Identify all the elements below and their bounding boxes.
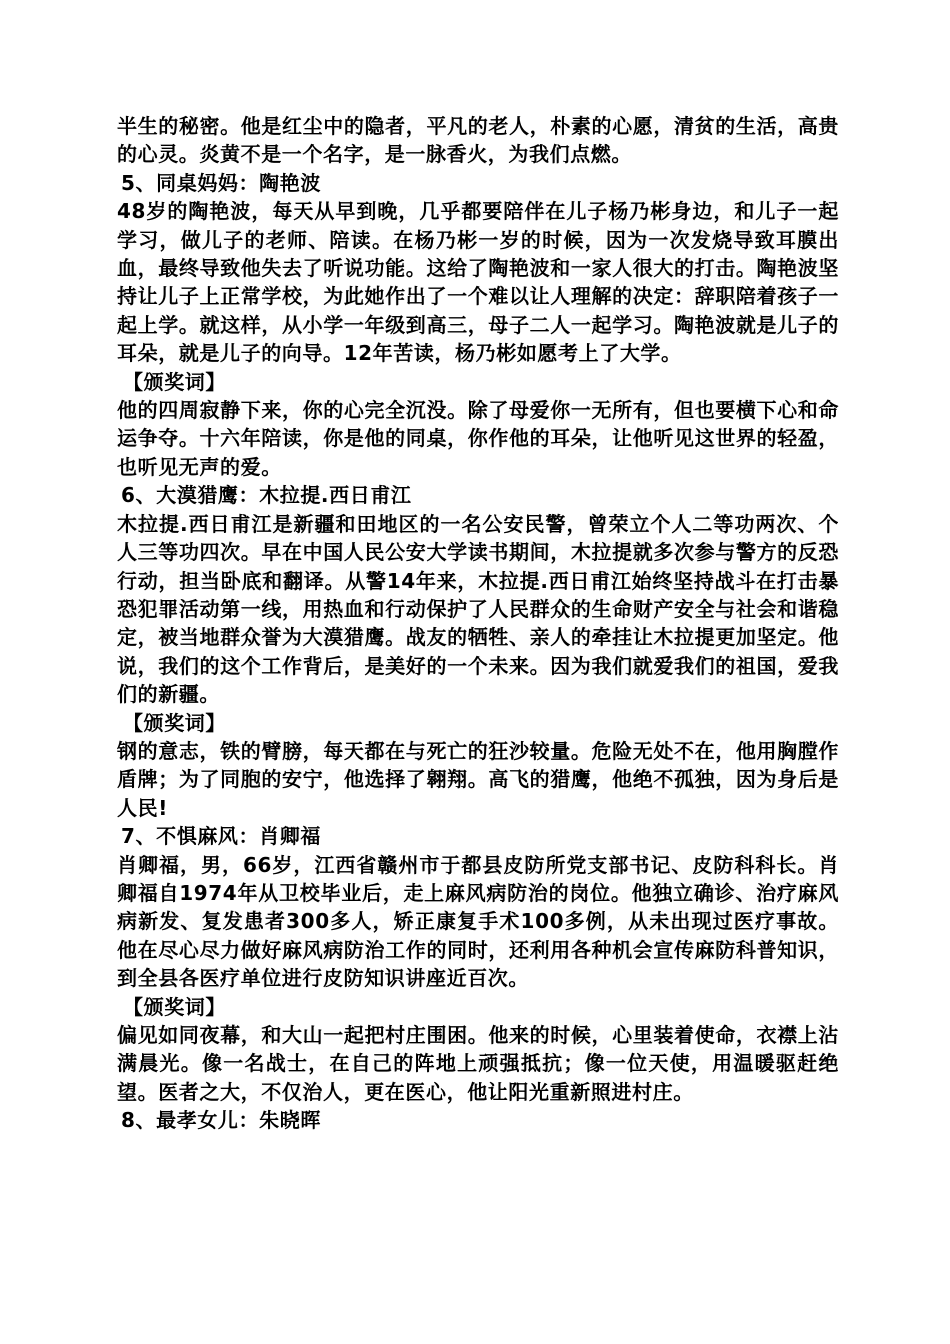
- section-body-5: 48岁的陶艳波，每天从早到晚，几乎都要陪伴在儿子杨乃彬身边，和儿子一起学习，做儿子的老师、陪读。在杨乃彬一岁的时候，因为一次发烧导致耳膜出血，最终导致他失去了听说功能。这给了陶艳波和一家人很大的打击。陶艳波坚持让儿子上正常学校，为此她作出了一个难以让人理解的决定：辞职陪着孩子一起上学。就这样，从小学一年级到高三，母子二人一起学习。陶艳波就是儿子的耳朵，就是儿子的向导。12年苦读，杨乃彬如愿考上了大学。: [117, 199, 839, 366]
- award-text-7: 偏见如同夜幕，和大山一起把村庄围困。他来的时候，心里装着使命，衣襟上沾满晨光。像一名战士，在自己的阵地上顽强抵抗；像一位天使，用温暖驱赶绝望。医者之大，不仅治人，更在医心，他让阳光重新照进村庄。: [117, 1023, 839, 1104]
- intro-paragraph: 半生的秘密。他是红尘中的隐者，平凡的老人，朴素的心愿，清贫的生活，高贵的心灵。炎黄不是一个名字，是一脉香火，为我们点燃。: [117, 114, 839, 167]
- section-heading-5: 5、同桌妈妈：陶艳波: [121, 170, 321, 195]
- section-body-7: 肖卿福，男，66岁，江西省赣州市于都县皮防所党支部书记、皮防科科长。肖卿福自1974年从卫校毕业后，走上麻风病防治的岗位。他独立确诊、治疗麻风病新发、复发患者300多人，矫正康复手术100多例，从未出现过医疗事故。他在尽心尽力做好麻风病防治工作的同时，还利用各种机会宣传麻防科普知识，到全县各医疗单位进行皮防知识讲座近百次。: [117, 852, 839, 991]
- award-text-5: 他的四周寂静下来，你的心完全沉没。除了母爱你一无所有，但也要横下心和命运争夺。十六年陪读，你是他的同桌，你作他的耳朵，让他听见这世界的轻盈，也听见无声的爱。: [117, 398, 839, 479]
- award-text-6: 钢的意志，铁的臂膀，每天都在与死亡的狂沙较量。危险无处不在，他用胸膛作盾牌；为了同胞的安宁，他选择了翱翔。高飞的猎鹰，他绝不孤独，因为身后是人民!: [117, 738, 839, 820]
- section-heading-7: 7、不惧麻风：肖卿福: [121, 824, 321, 849]
- document-page: [117, 112, 839, 1135]
- award-label-5: 【颁奖词】: [123, 369, 226, 394]
- section-heading-6: 6、大漠猎鹰：木拉提.西日甫江: [121, 483, 412, 508]
- section-body-6: 木拉提.西日甫江是新疆和田地区的一名公安民警，曾荣立个人二等功两次、个人三等功四次。早在中国人民公安大学读书期间，木拉提就多次参与警方的反恐行动，担当卧底和翻译。从警14年来，木拉提.西日甫江始终坚持战斗在打击暴恐犯罪活动第一线，用热血和行动保护了人民群众的生命财产安全与社会和谐稳定，被当地群众誉为大漠猎鹰。战友的牺牲、亲人的牵挂让木拉提更加坚定。他说，我们的这个工作背后，是美好的一个未来。因为我们就爱我们的祖国，爱我们的新疆。: [117, 511, 839, 707]
- award-label-7: 【颁奖词】: [123, 994, 226, 1019]
- award-label-6: 【颁奖词】: [123, 710, 226, 735]
- section-heading-8: 8、最孝女儿：朱晓晖: [121, 1108, 321, 1133]
